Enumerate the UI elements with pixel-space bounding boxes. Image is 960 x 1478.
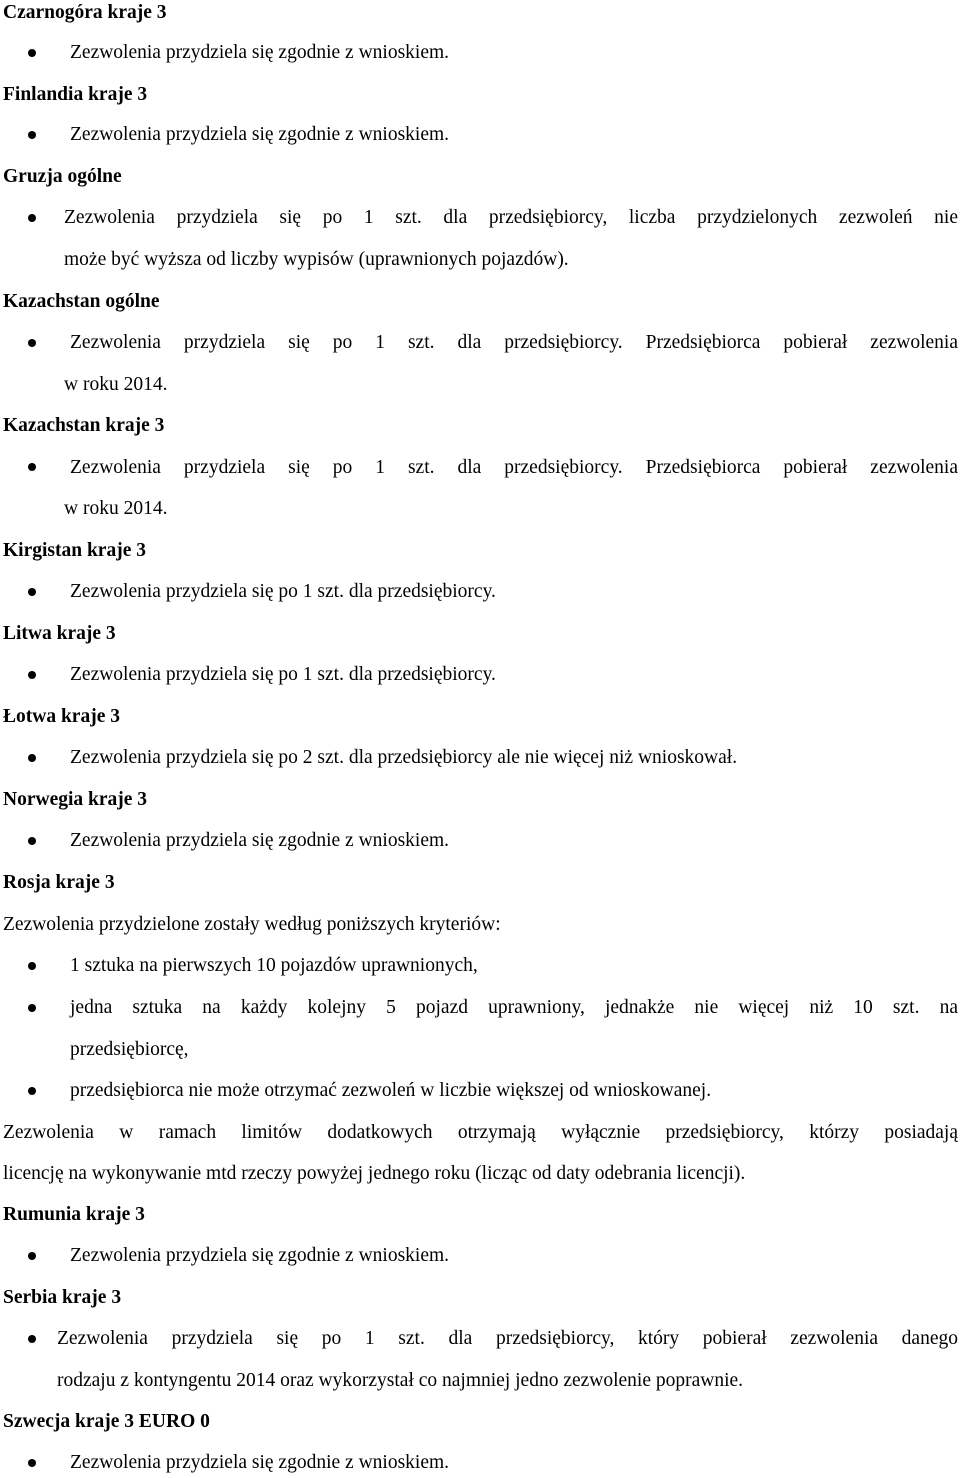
paragraph-text: Zezwolenia przydzielone zostały według poniższych kryteriów:	[3, 914, 501, 935]
bullet-text-continuation: w roku 2014.	[64, 374, 168, 395]
section-heading: Gruzja ogólne	[3, 166, 122, 187]
bullet-text: przedsiębiorca nie może otrzymać zezwoleń w liczbie większej od wnioskowanej.	[70, 1080, 712, 1101]
bullet-text-continuation: rodzaju z kontyngentu 2014 oraz wykorzystał co najmniej jedno zezwolenie poprawnie.	[57, 1370, 744, 1391]
bullet-text: Zezwolenia przydziela się po 1 szt. dla przedsiębiorcy. Przedsiębiorca pobierał zezwolenia	[70, 332, 958, 353]
bullet-icon	[28, 588, 36, 596]
section-heading: Kazachstan kraje 3	[3, 415, 165, 436]
bullet-icon	[28, 214, 36, 222]
bullet-icon	[28, 49, 36, 57]
bullet-icon	[28, 1459, 36, 1467]
section-heading: Szwecja kraje 3 EURO 0	[3, 1411, 210, 1432]
section-heading: Serbia kraje 3	[3, 1287, 122, 1308]
bullet-icon	[28, 671, 36, 679]
bullet-text: jedna sztuka na każdy kolejny 5 pojazd uprawniony, jednakże nie więcej niż 10 szt. na	[70, 997, 958, 1018]
bullet-text: Zezwolenia przydziela się po 1 szt. dla przedsiębiorcy, liczba przydzielonych zezwoleń nie	[64, 207, 958, 228]
bullet-text-continuation: w roku 2014.	[64, 498, 168, 519]
bullet-icon	[28, 131, 36, 139]
section-heading: Rosja kraje 3	[3, 872, 115, 893]
section-heading: Kazachstan ogólne	[3, 291, 160, 312]
section-heading: Litwa kraje 3	[3, 623, 116, 644]
bullet-icon	[28, 339, 36, 347]
bullet-text: Zezwolenia przydziela się zgodnie z wnioskiem.	[70, 830, 450, 851]
bullet-icon	[28, 754, 36, 762]
bullet-icon	[28, 1087, 36, 1095]
paragraph-text: Zezwolenia w ramach limitów dodatkowych otrzymają wyłącznie przedsiębiorcy, którzy posiadają	[3, 1122, 958, 1143]
bullet-text: 1 sztuka na pierwszych 10 pojazdów uprawnionych,	[70, 955, 478, 976]
bullet-text-continuation: przedsiębiorcę,	[70, 1039, 189, 1060]
bullet-icon	[28, 1335, 36, 1343]
bullet-text: Zezwolenia przydziela się zgodnie z wnioskiem.	[70, 42, 450, 63]
bullet-icon	[28, 1252, 36, 1260]
bullet-text: Zezwolenia przydziela się po 2 szt. dla przedsiębiorcy ale nie więcej niż wnioskował.	[70, 747, 738, 768]
section-heading: Łotwa kraje 3	[3, 706, 120, 727]
section-heading: Czarnogóra kraje 3	[3, 2, 167, 23]
bullet-icon	[28, 1004, 36, 1012]
bullet-text: Zezwolenia przydziela się zgodnie z wnioskiem.	[70, 124, 450, 145]
bullet-icon	[28, 463, 36, 471]
section-heading: Kirgistan kraje 3	[3, 540, 146, 561]
bullet-text: Zezwolenia przydziela się po 1 szt. dla przedsiębiorcy, który pobierał zezwolenia danego	[57, 1328, 958, 1349]
section-heading: Norwegia kraje 3	[3, 789, 148, 810]
bullet-icon	[28, 837, 36, 845]
paragraph-text-continuation: licencję na wykonywanie mtd rzeczy powyżej jednego roku (licząc od daty odebrania licencji).	[3, 1163, 746, 1184]
section-heading: Rumunia kraje 3	[3, 1204, 145, 1225]
bullet-text: Zezwolenia przydziela się po 1 szt. dla przedsiębiorcy.	[70, 581, 496, 602]
bullet-text: Zezwolenia przydziela się zgodnie z wnioskiem.	[70, 1452, 450, 1473]
bullet-icon	[28, 962, 36, 970]
bullet-text: Zezwolenia przydziela się po 1 szt. dla przedsiębiorcy.	[70, 664, 496, 685]
bullet-text: Zezwolenia przydziela się po 1 szt. dla przedsiębiorcy. Przedsiębiorca pobierał zezwolenia	[70, 457, 958, 478]
bullet-text-continuation: może być wyższa od liczby wypisów (uprawnionych pojazdów).	[64, 249, 569, 270]
bullet-text: Zezwolenia przydziela się zgodnie z wnioskiem.	[70, 1245, 450, 1266]
section-heading: Finlandia kraje 3	[3, 84, 148, 105]
